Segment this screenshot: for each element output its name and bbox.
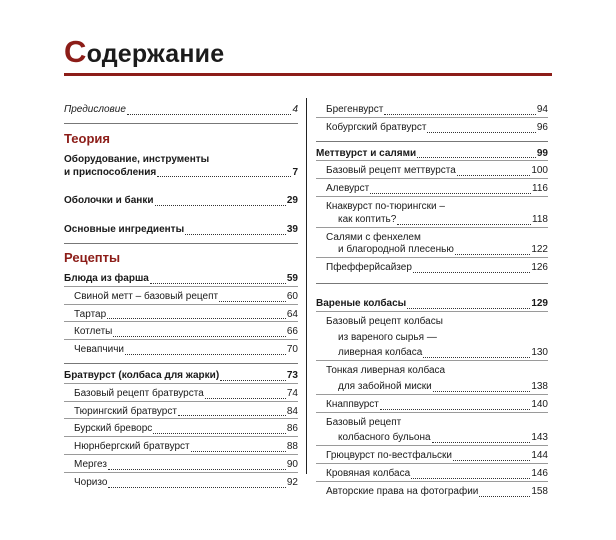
- toc-entry-broth[interactable]: колбасного бульона 143: [316, 429, 548, 446]
- toc-entry-salami[interactable]: и благородной плесенью 122: [316, 244, 548, 258]
- toc-entry-bratwurst-item[interactable]: Нюрнбергский братвурст 88: [64, 437, 298, 455]
- toc-entry-casings[interactable]: Оболочки и банки 29: [64, 195, 298, 207]
- title-initial: С: [64, 34, 87, 69]
- toc-right-column: [316, 104, 548, 499]
- title-rest: одержание: [86, 40, 225, 68]
- toc-entry-bratwurst-item[interactable]: Тюрингский братвурст 84: [64, 402, 298, 420]
- separator: [64, 123, 298, 124]
- toc-entry-knackwurst-line1[interactable]: Кнаквурст по-тюрингски –: [326, 200, 445, 212]
- toc-entry-preface[interactable]: Предисловие 4: [64, 104, 298, 115]
- toc-entry-bratwurst[interactable]: Братвурст (колбаса для жарки) 73: [64, 369, 298, 381]
- toc-entry-boiled[interactable]: Вареные колбасы 129: [316, 297, 548, 309]
- section-heading-recipes: Рецепты: [64, 249, 121, 265]
- section-heading-theory: Теория: [64, 130, 110, 146]
- toc-entry-knackwurst[interactable]: как коптить? 118: [316, 214, 548, 228]
- toc-entry-item[interactable]: Авторские права на фотографии 158: [326, 485, 548, 497]
- separator: [316, 283, 548, 284]
- toc-entry-item[interactable]: Базовый рецепт меттвурста 100: [316, 161, 548, 179]
- column-divider: [306, 98, 307, 474]
- page-title: [64, 34, 224, 70]
- toc-entry-equipment[interactable]: и приспособления 7: [64, 166, 298, 178]
- toc-entry-item[interactable]: Брегенвурст 94: [316, 104, 548, 118]
- separator: [316, 141, 548, 142]
- toc-entry-minced-item[interactable]: Котлеты 66: [64, 322, 298, 340]
- toc-left-column: [64, 104, 298, 490]
- toc-entry-liver-line1[interactable]: Тонкая ливерная колбаса: [326, 365, 446, 377]
- toc-entry-ingredients[interactable]: Основные ингредиенты 39: [64, 224, 298, 236]
- toc-entry-item[interactable]: Грюцвурст по-вестфальски 144: [316, 446, 548, 464]
- toc-entry-item[interactable]: Алевурст 116: [316, 179, 548, 197]
- toc-entry-base-boiled-line2[interactable]: из вареного сырья —: [338, 331, 437, 343]
- toc-entry-liver[interactable]: для забойной миски 138: [316, 378, 548, 395]
- toc-entry-item[interactable]: Пфефферйсайзер 126: [326, 262, 548, 274]
- toc-entry-base-boiled-line1[interactable]: Базовый рецепт колбасы: [326, 315, 443, 327]
- separator: [64, 243, 298, 244]
- toc-entry-bratwurst-item[interactable]: Чоризо 92: [74, 476, 298, 488]
- toc-entry-minced-item[interactable]: Чевапчичи 70: [74, 344, 298, 356]
- toc-entry-bratwurst-item[interactable]: Мергез 90: [64, 455, 298, 473]
- toc-entry-broth-line1[interactable]: Базовый рецепт: [326, 416, 402, 428]
- title-underline: [64, 73, 552, 76]
- toc-entry-minced[interactable]: Блюда из фарша 59: [64, 272, 298, 284]
- toc-entry-salami-line1[interactable]: Салями с фенхелем: [326, 231, 421, 243]
- toc-entry-bratwurst-item[interactable]: Базовый рецепт братвурста 74: [64, 384, 298, 402]
- toc-entry-item[interactable]: Кнаппвурст 140: [316, 395, 548, 413]
- toc-entry-minced-item[interactable]: Свиной метт – базовый рецепт 60: [64, 287, 298, 305]
- toc-entry-item[interactable]: Кровяная колбаса 146: [316, 464, 548, 482]
- separator: [64, 363, 298, 364]
- toc-entry-bratwurst-item[interactable]: Бурский бреворс 86: [64, 419, 298, 437]
- toc-entry-minced-item[interactable]: Тартар 64: [64, 305, 298, 323]
- toc-entry-base-boiled[interactable]: ливерная колбаса 130: [316, 344, 548, 361]
- toc-entry-item[interactable]: Кобургский братвурст 96: [326, 121, 548, 133]
- toc-entry-mettwurst[interactable]: Меттвурст и салями 99: [316, 147, 548, 159]
- toc-entry-equipment-line1[interactable]: Оборудование, инструменты: [64, 153, 210, 165]
